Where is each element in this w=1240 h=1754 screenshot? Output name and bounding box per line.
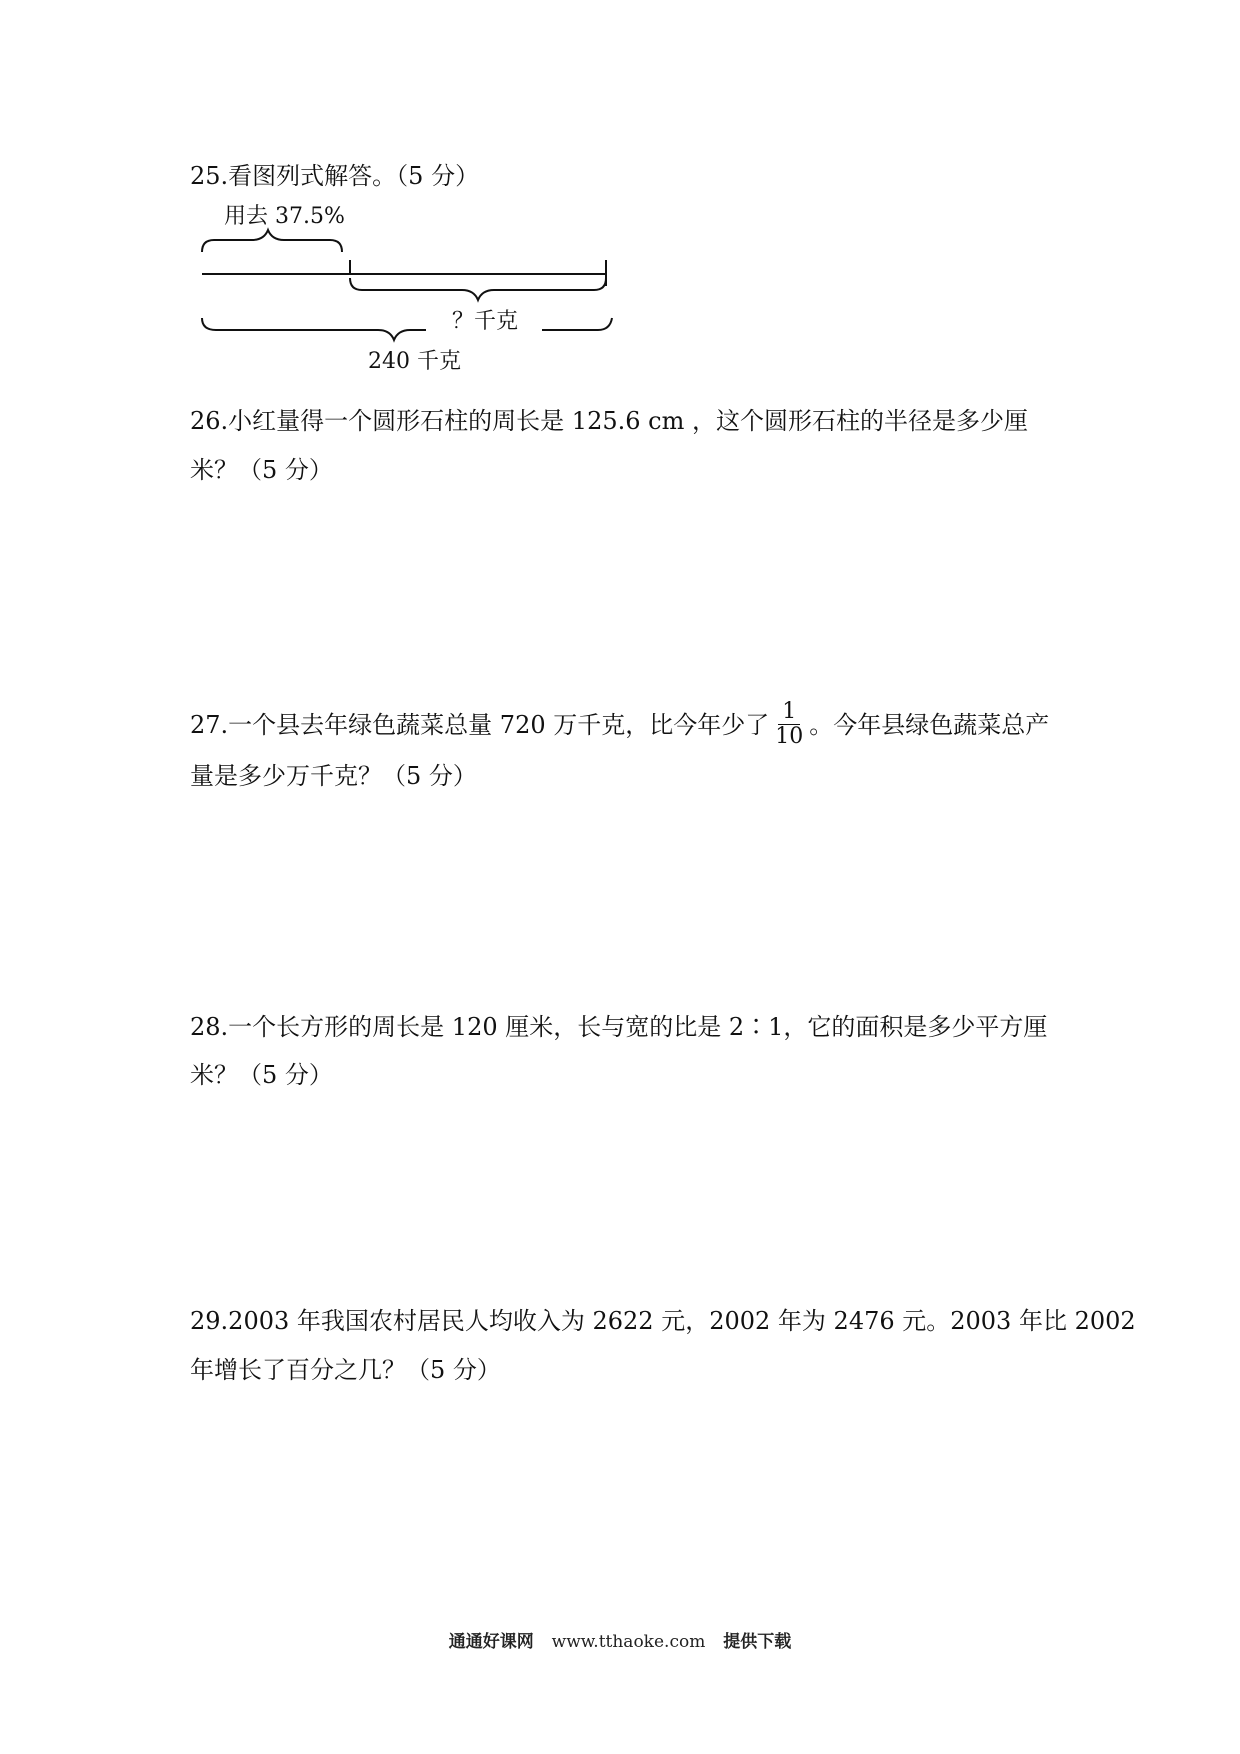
q27-text-after: 。今年县绿色蔬菜总产 (809, 711, 1050, 739)
q26-line1: 26.小红量得一个圆形石柱的周长是 125.6 cm ，这个圆形石柱的半径是多少厘 (190, 407, 1028, 435)
footer-url-link[interactable]: www.tthaoke.com (551, 1632, 706, 1652)
footer-site-name: 通通好课网 (448, 1632, 534, 1652)
q27-text-before: 27.一个县去年绿色蔬菜总量 720 万千克，比今年少了 (190, 711, 770, 739)
q27-fraction (773, 700, 805, 749)
q25-used-brace (202, 230, 342, 252)
q25-bar-diagram (190, 196, 630, 376)
q25-total-label: 240 千克 (368, 349, 461, 374)
q29-line2: 年增长了百分之几？（5 分） (190, 1356, 501, 1384)
q25-title: 25.看图列式解答。（5 分） (190, 162, 480, 190)
q25-used-label: 用去 37.5% (224, 204, 345, 229)
q27-line2: 量是多少万千克？（5 分） (190, 762, 477, 790)
q25-remaining-brace (350, 278, 606, 300)
footer-action: 提供下载 (723, 1632, 792, 1652)
q29-line1: 29.2003 年我国农村居民人均收入为 2622 元，2002 年为 2476 元。2003 年比 2002 (190, 1307, 1136, 1335)
q25-total-brace (202, 318, 426, 340)
q26-line2: 米？（5 分） (190, 456, 333, 484)
q27-fraction-numerator: 1 (778, 700, 800, 725)
q25-total-brace-right (542, 318, 612, 330)
q28-line1: 28.一个长方形的周长是 120 厘米，长与宽的比是 2∶1，它的面积是多少平方厘 (190, 1013, 1048, 1041)
page-footer (0, 1627, 1240, 1652)
q25-unknown-label: ？千克 (452, 309, 519, 334)
q28-line2: 米？（5 分） (190, 1061, 333, 1089)
q27-line1 (190, 699, 1050, 751)
q27-fraction-denominator: 10 (775, 724, 804, 749)
